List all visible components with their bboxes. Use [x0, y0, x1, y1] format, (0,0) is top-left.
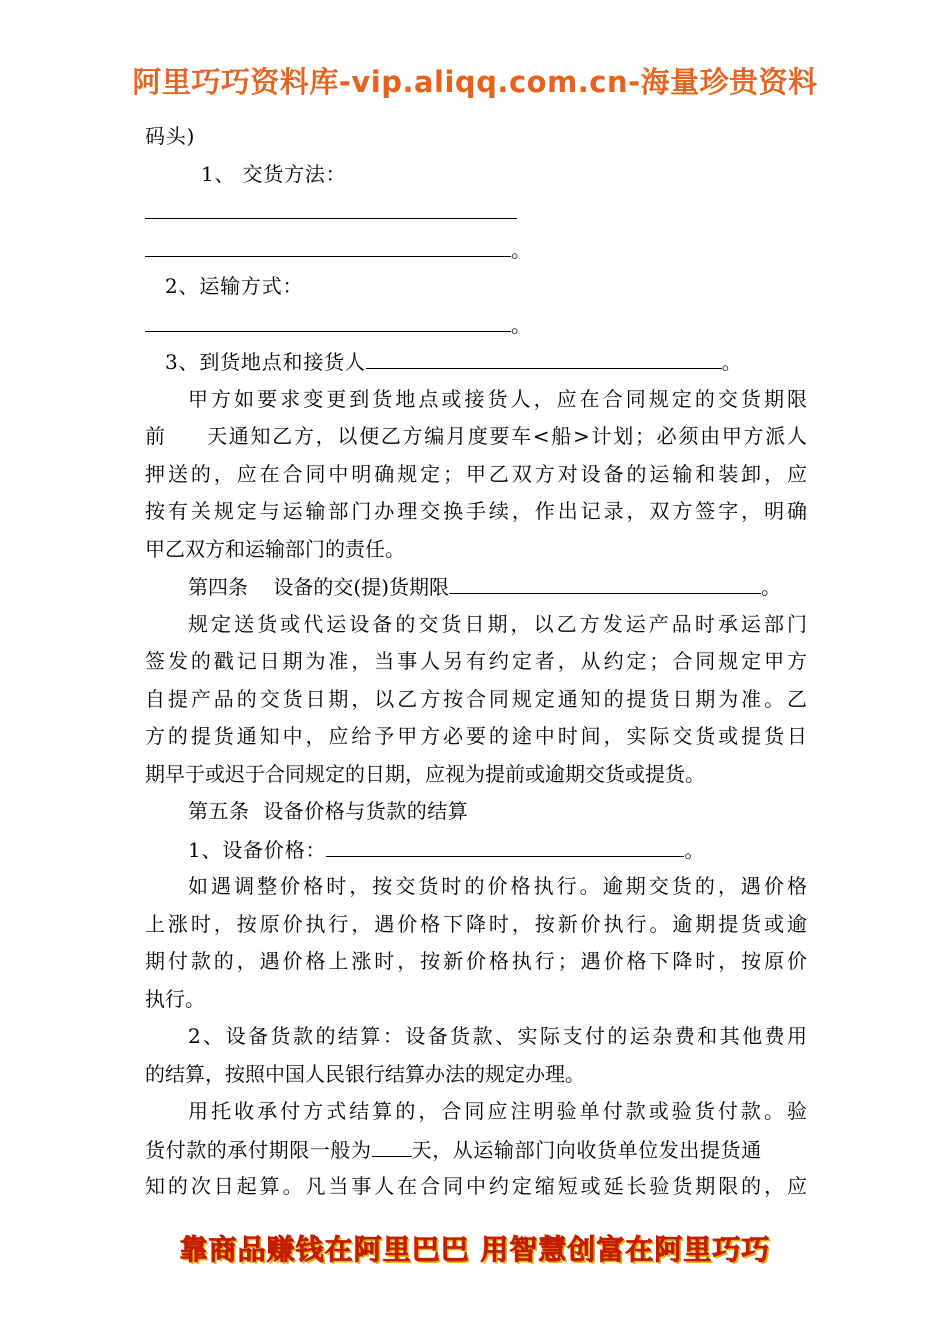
fill-blank — [326, 831, 684, 857]
footer-banner: 靠商品赚钱在阿里巴巴 用智慧创富在阿里巧巧 — [179, 1233, 771, 1266]
paragraph-line: 用托收承付方式结算的，合同应注明验单付款或验货付款。验 — [188, 1099, 807, 1123]
text-line: 码头) — [145, 124, 196, 148]
fill-blank — [372, 1131, 412, 1157]
paragraph-line: 自提产品的交货日期，以乙方按合同规定通知的提货日期为准。乙 — [145, 686, 807, 711]
paragraph-line: 规定送货或代运设备的交货日期，以乙方发运产品时承运部门 — [188, 611, 807, 636]
paragraph-line: 前 天通知乙方，以便乙方编月度要车<船>计划；必须由甲方派人 — [145, 424, 807, 448]
transport-method-heading: 2、运输方式： — [165, 274, 304, 298]
paragraph-line: 押送的，应在合同中明确规定；甲乙双方对设备的运输和装卸，应 — [145, 461, 807, 486]
paragraph-line: 上涨时，按原价执行，遇价格下降时，按新价执行。逾期提货或逾 — [145, 911, 807, 936]
paragraph-line: 期付款的，遇价格上涨时，按新价格执行；遇价格下降时，按原价 — [145, 949, 807, 973]
fill-blank — [449, 568, 761, 594]
paragraph-line: 如遇调整价格时，按交货时的价格执行。逾期交货的，遇价格 — [188, 874, 807, 898]
blank-line: 。 — [145, 231, 807, 269]
fill-blank — [145, 306, 511, 332]
paragraph-line: 方的提货通知中，应给予甲方必要的途中时间，实际交货或提货日 — [145, 724, 807, 748]
paragraph-line: 执行。 — [145, 986, 205, 1011]
paragraph-line: 期早于或迟于合同规定的日期，应视为提前或逾期交货或提货。 — [145, 761, 705, 786]
paragraph-line: 2、设备货款的结算：设备货款、实际支付的运杂费和其他费用 — [188, 1024, 807, 1048]
paragraph-line: 甲乙双方和运输部门的责任。 — [145, 536, 405, 561]
paragraph-line: 按有关规定与运输部门办理交换手续，作出记录，双方签字，明确 — [145, 499, 807, 523]
fill-blank — [145, 193, 517, 219]
price-line: 1、设备价格： 。 — [145, 831, 807, 869]
blank-line: 。 — [145, 306, 807, 344]
paragraph-line: 货付款的承付期限一般为 天，从运输部门向收货单位发出提货通 — [145, 1131, 807, 1169]
paragraph-line: 的结算，按照中国人民银行结算办法的规定办理。 — [145, 1061, 585, 1086]
delivery-method-heading: 1、 交货方法： — [201, 161, 347, 186]
document-body — [145, 118, 807, 1206]
fill-blank — [145, 231, 511, 257]
header-banner: 阿里巧巧资料库-vip.aliqq.com.cn-海量珍贵资料 — [132, 65, 818, 99]
destination-line: 3、到货地点和接货人 。 — [145, 343, 807, 381]
paragraph-line: 知的次日起算。凡当事人在合同中约定缩短或延长验货期限的，应 — [145, 1174, 807, 1198]
article-4-heading: 第四条 设备的交(提)货期限 。 — [145, 568, 807, 606]
paragraph-line: 签发的戳记日期为准，当事人另有约定者，从约定；合同规定甲方 — [145, 649, 807, 673]
blank-line — [145, 193, 807, 231]
paragraph-line: 甲方如要求变更到货地点或接货人，应在合同规定的交货期限 — [188, 386, 807, 411]
article-5-heading: 第五条 设备价格与货款的结算 — [188, 799, 469, 823]
fill-blank — [366, 343, 722, 369]
